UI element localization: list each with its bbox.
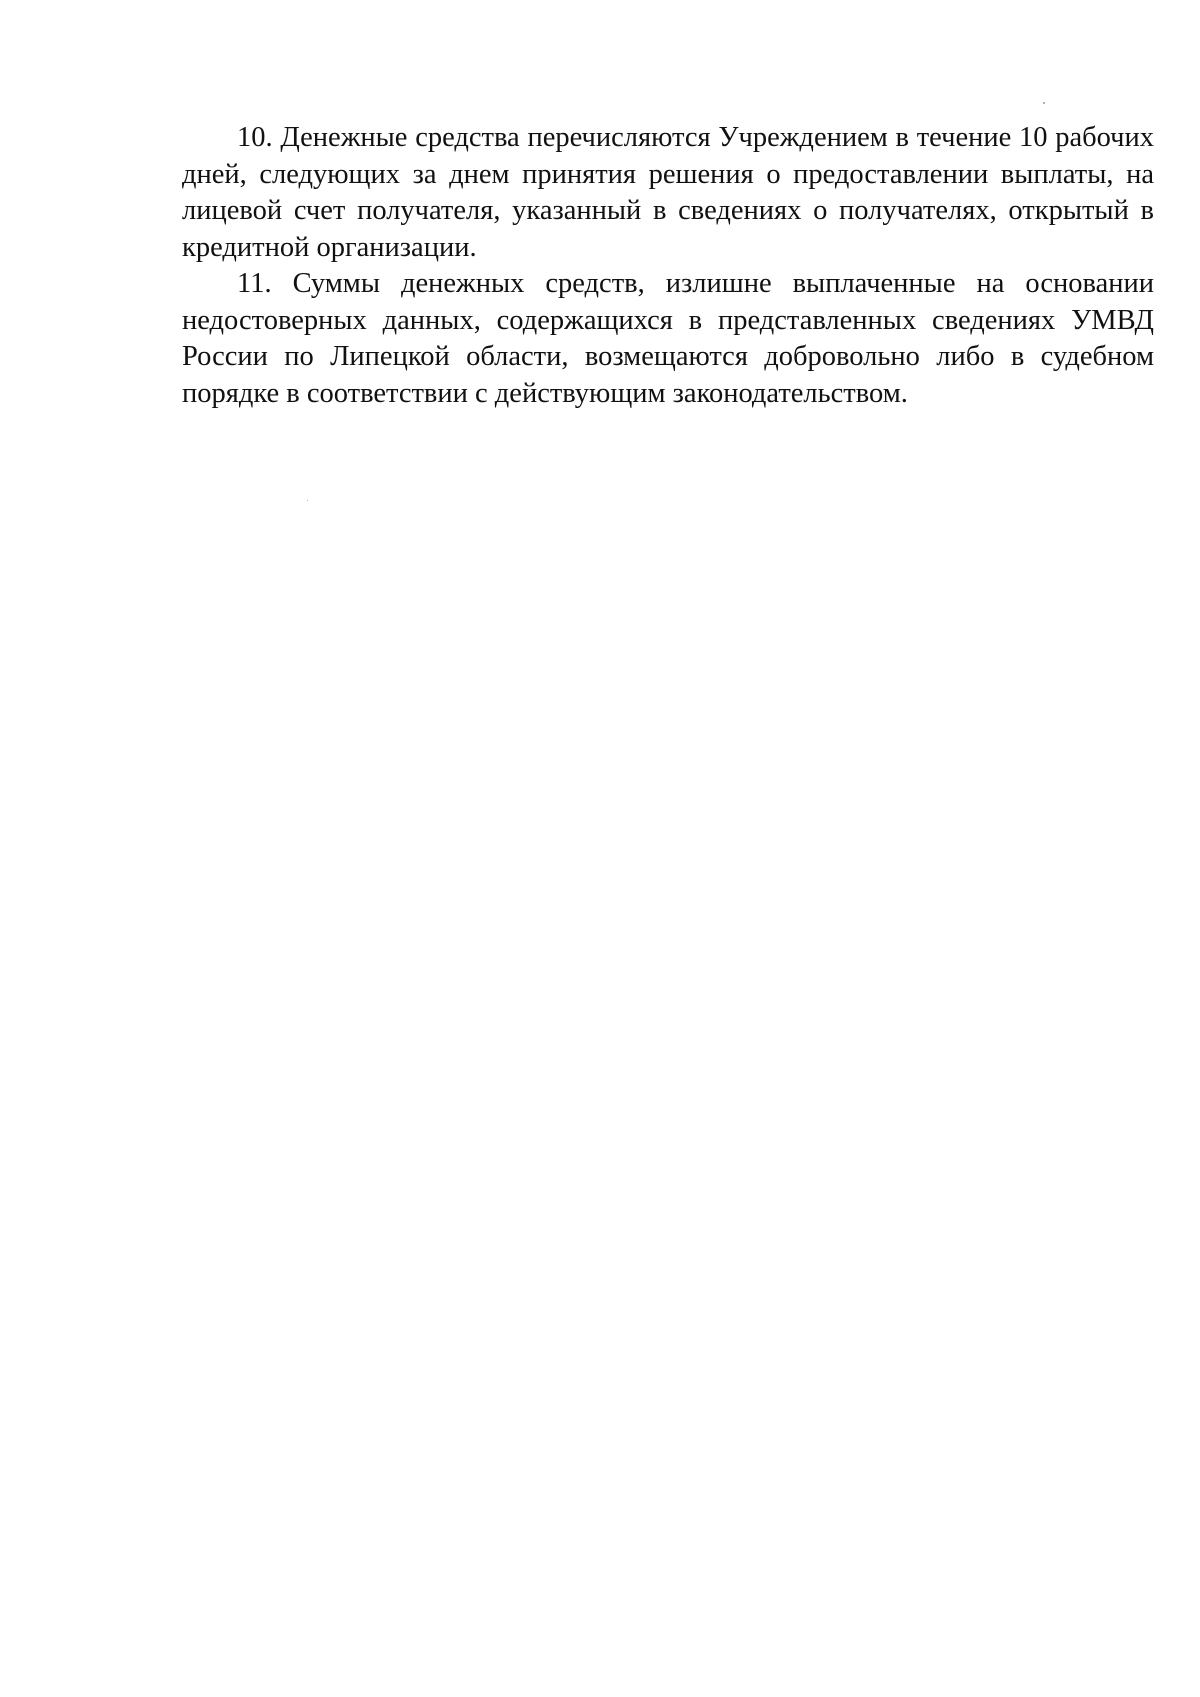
paragraph-11: 11. Суммы денежных средств, излишне выплаченные на основании недостоверных данных, содержащихся в представленных сведениях УМВД России по Липецкой области, возмещаются добровольно либо в судебном порядке в соответствии с действующим законодательством. — [182, 268, 1154, 409]
scan-speck — [307, 500, 308, 501]
document-body — [182, 120, 1154, 412]
paragraph-10: 10. Денежные средства перечисляются Учреждением в течение 10 рабочих дней, следующих за днем принятия решения о предоставлении выплаты, на лицевой счет получателя, указанный в сведениях о получателях, открытый в кредитной организации. — [182, 122, 1154, 263]
scan-speck — [1043, 102, 1045, 104]
